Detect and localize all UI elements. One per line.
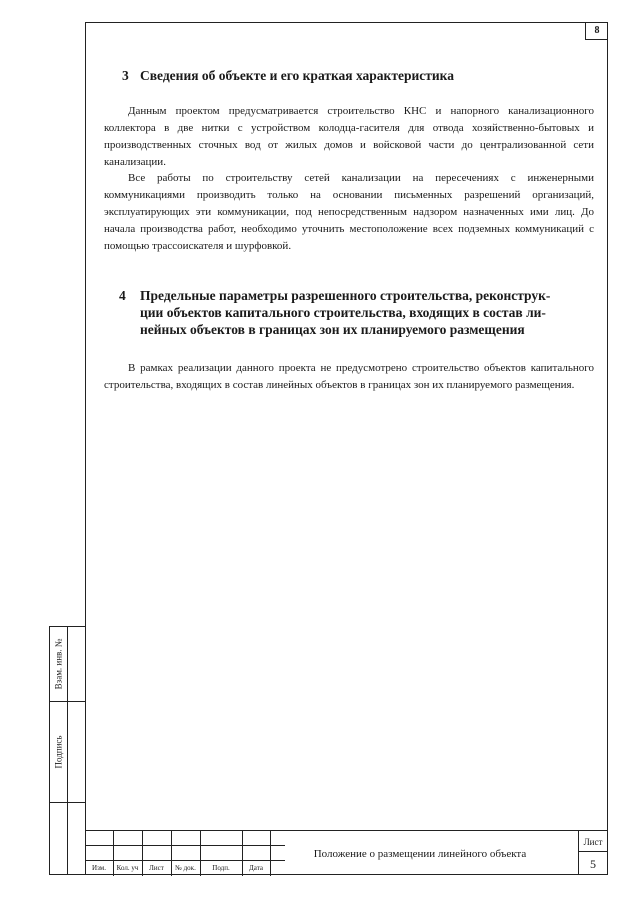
section-3-heading: Сведения об объекте и его краткая характеристика [140, 68, 454, 83]
section-3-number: 3 [122, 68, 129, 83]
side-stamp-strip [49, 626, 85, 875]
side-label-signature: Подпись [53, 734, 64, 769]
col-label-kol-uch: Кол. уч [116, 864, 139, 872]
title-block [85, 830, 608, 875]
section-3-paragraph-1: Данным проектом предусматривается строительство КНС и напорного канализационного коллектора в две нитки с устройством колодца-гасителя для отвода хозяйственно-бытовых и производственных сточных вод от жилых домов и войсковой части до централизованной сети канализации. [104, 105, 594, 168]
col-label-signature: Подп. [212, 864, 230, 872]
col-label-list: Лист [149, 864, 164, 872]
col-label-doc-number: № док. [175, 864, 196, 872]
section-4-heading-line-3: нейных объектов в границах зон их планируемого размещения [140, 322, 525, 337]
section-4-paragraph-1: В рамках реализации данного проекта не предусмотрено строительство объектов капитального строительства, входящих в состав линейных объектов в границах зон их планируемого размещения. [104, 362, 594, 391]
side-label-inventory: Взам. инв. № [53, 638, 64, 690]
page-number: 8 [585, 22, 608, 40]
section-4-heading-line-1: Предельные параметры разрешенного строительства, реконструк- [140, 288, 551, 303]
col-label-date: Дата [249, 864, 263, 872]
sheet-number: 5 [590, 857, 596, 871]
document-title: Положение о размещении линейного объекта [313, 847, 527, 860]
section-3-paragraph-2: Все работы по строительству сетей канализации на пересечениях с инженерными коммуникациями производить только на основании письменных разрешений организаций, эксплуатирующих эти коммуникации, под непосредственным надзором назначенных ими лиц. До начала производства работ, необходимо уточнить местоположение всех подземных коммуникаций с помощью трассоискателя и шурфовкой. [104, 172, 594, 252]
section-4-number: 4 [119, 288, 126, 303]
col-label-izm: Изм. [92, 864, 106, 872]
section-4-heading-line-2: ции объектов капитального строительства, входящих в состав ли- [140, 305, 546, 320]
sheet-label: Лист [583, 837, 603, 847]
